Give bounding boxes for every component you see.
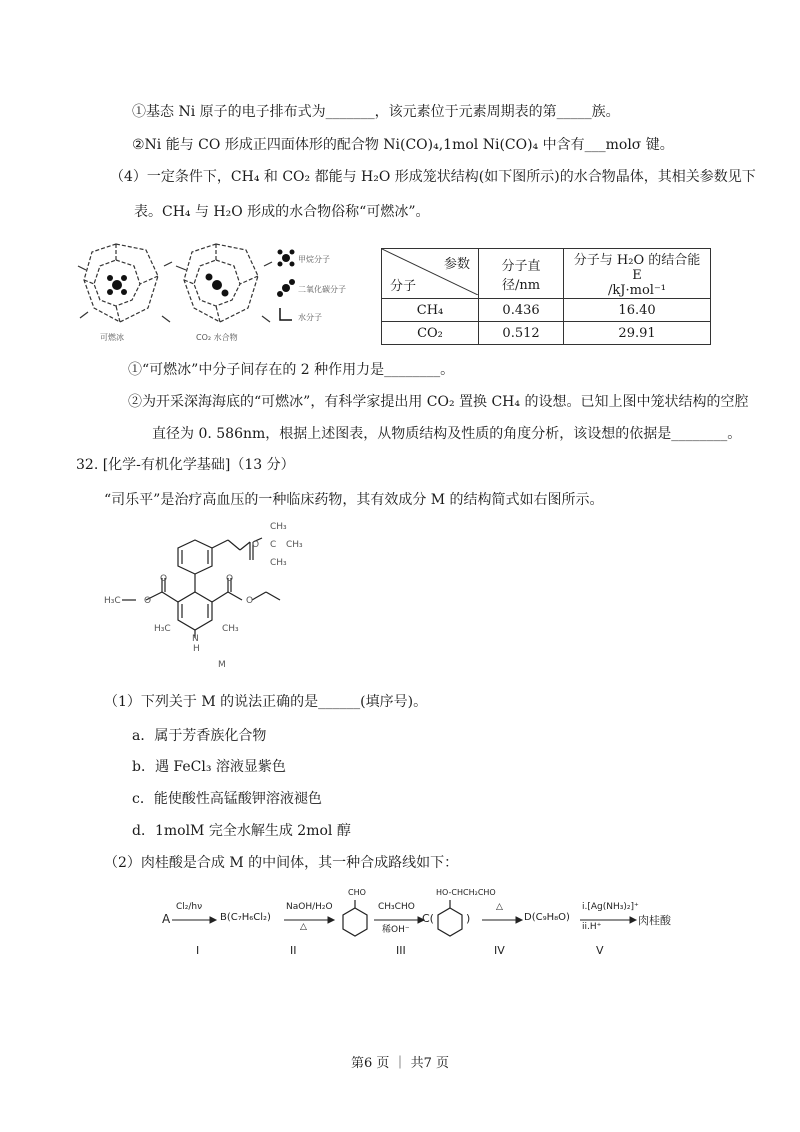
route-a: A bbox=[162, 912, 171, 926]
option-d: d．1molM 完全水解生成 2mol 醇 bbox=[132, 823, 351, 839]
route-c: C( bbox=[422, 912, 434, 925]
q32-intro: “司乐平”是治疗高血压的一种临床药物，其有效成分 M 的结构简式如右图所示。 bbox=[104, 492, 604, 508]
table-cell-molecule: CH₄ bbox=[382, 299, 479, 322]
q32-header: 32. [化学-有机化学基础]（13 分） bbox=[76, 457, 295, 473]
legend-water-icon bbox=[280, 308, 292, 320]
m-group-h: H bbox=[193, 644, 200, 654]
table-cell-energy: 16.40 bbox=[564, 299, 711, 322]
step-label-4: IV bbox=[494, 944, 505, 957]
q3-item2: ②Ni 能与 CO 形成正四面体形的配合物 Ni(CO)₄,1mol Ni(CO)₄ 中含有___molσ 键。 bbox=[132, 137, 674, 153]
table-cell-diameter: 0.436 bbox=[479, 299, 564, 322]
cage2-caption: CO₂ 水合物 bbox=[196, 333, 238, 342]
route-b: B(C₇H₆Cl₂) bbox=[220, 912, 271, 923]
m-group-o-right-ester: O bbox=[246, 596, 254, 606]
cage1-caption: 可燃冰 bbox=[100, 333, 124, 342]
legend-label-methane: 甲烷分子 bbox=[298, 255, 330, 264]
m-group-o-left-ester: O bbox=[144, 596, 152, 606]
table-corner-bottom: 分子 bbox=[390, 279, 417, 294]
table-cell-molecule: CO₂ bbox=[382, 322, 479, 345]
route-cho: CHO bbox=[348, 888, 366, 897]
option-c: c．能使酸性高锰酸钾溶液褪色 bbox=[132, 791, 322, 807]
m-group-h3c-ring: H₃C bbox=[154, 624, 171, 634]
step-label-5: V bbox=[596, 944, 604, 957]
m-group-n: N bbox=[192, 634, 199, 644]
intermediate-c-ring bbox=[438, 908, 462, 936]
table-header-diameter: 分子直径/nm bbox=[479, 249, 564, 299]
route-c-close: ) bbox=[466, 912, 471, 925]
route-reagent-2-heat: △ bbox=[300, 922, 307, 932]
route-reagent-3-base: 稀OH⁻ bbox=[382, 925, 410, 935]
table-corner-top: 参数 bbox=[443, 257, 470, 272]
legend-co2-icon bbox=[277, 279, 295, 297]
methane-in-cage bbox=[107, 275, 127, 295]
q4-intro-line1: （4）一定条件下，CH₄ 和 CO₂ 都能与 H₂O 形成笼状结构(如下图所示)的水合物晶体，其相关参数见下 bbox=[110, 169, 756, 185]
table-cell-diameter: 0.512 bbox=[479, 322, 564, 345]
route-c-sidechain: HO-CHCH₂CHO bbox=[436, 888, 496, 897]
table-corner-cell bbox=[382, 249, 479, 299]
legend-label-water: 水分子 bbox=[298, 313, 322, 322]
legend-methane-icon bbox=[278, 250, 295, 267]
q3-item1: ①基态 Ni 原子的电子排布式为_______，该元素位于元素周期表的第_____族。 bbox=[132, 104, 620, 120]
m-group-ch3-ring: CH₃ bbox=[222, 624, 239, 634]
q4-item2-line1: ②为开采深海海底的“可燃冰”，有科学家提出用 CO₂ 置换 CH₄ 的设想。已知上图中笼状结构的空腔 bbox=[128, 394, 749, 410]
page-footer: 第6 页 ｜ 共7 页 bbox=[350, 1056, 450, 1071]
parameter-table bbox=[381, 248, 711, 345]
route-reagent-1: Cl₂/hν bbox=[176, 902, 203, 912]
m-group-o-right-carbonyl: O bbox=[226, 574, 234, 584]
table-cell-energy: 29.91 bbox=[564, 322, 711, 345]
co2-in-cage bbox=[206, 274, 229, 297]
m-group-ch3-right: CH₃ bbox=[286, 540, 303, 550]
route-reagent-5a: i.[Ag(NH₃)₂]⁺ bbox=[582, 902, 639, 912]
table-row bbox=[382, 299, 711, 322]
table-header-energy bbox=[564, 249, 711, 299]
m-group-h3c-left: H₃C bbox=[104, 596, 121, 606]
route-reagent-2: NaOH/H₂O bbox=[286, 902, 333, 912]
route-reagent-3: CH₃CHO bbox=[378, 902, 415, 912]
option-b: b．遇 FeCl₃ 溶液显紫色 bbox=[132, 759, 286, 775]
q32-sub1: （1）下列关于 M 的说法正确的是______(填序号)。 bbox=[104, 694, 428, 710]
step-label-2: II bbox=[290, 944, 297, 957]
m-group-o-ester: O bbox=[252, 540, 260, 550]
option-a: a．属于芳香族化合物 bbox=[132, 728, 267, 744]
step-label-3: III bbox=[396, 944, 406, 957]
table-header-energy-line1: 分子与 H₂O 的结合能 E bbox=[573, 253, 701, 283]
m-group-c-quaternary: C bbox=[270, 540, 277, 550]
route-product: 肉桂酸 bbox=[638, 914, 671, 927]
step-label-1: I bbox=[196, 944, 200, 957]
q32-sub2: （2）肉桂酸是合成 M 的中间体，其一种合成路线如下： bbox=[104, 855, 459, 871]
q4-item1: ①“可燃冰”中分子间存在的 2 种作用力是________。 bbox=[128, 362, 455, 378]
q4-intro-line2: 表。CH₄ 与 H₂O 形成的水合物俗称“可燃冰”。 bbox=[134, 204, 430, 220]
route-reagent-5b: ii.H⁺ bbox=[582, 922, 602, 932]
q4-item2-line2: 直径为 0. 586nm，根据上述图表，从物质结构及性质的角度分析，该设想的依据是________。 bbox=[152, 426, 742, 442]
route-d: D(C₉H₈O) bbox=[524, 912, 570, 923]
structure-label-m: M bbox=[218, 660, 226, 670]
table-row bbox=[382, 322, 711, 345]
table-header-energy-line2: /kJ·mol⁻¹ bbox=[608, 283, 667, 298]
benzaldehyde-ring bbox=[343, 908, 367, 936]
m-group-o-left-carbonyl: O bbox=[160, 574, 168, 584]
m-group-ch3-bottom: CH₃ bbox=[270, 558, 287, 568]
legend-label-co2: 二氧化碳分子 bbox=[298, 285, 346, 294]
route-reagent-4: △ bbox=[496, 902, 503, 912]
m-group-ch3-top: CH₃ bbox=[270, 522, 287, 532]
